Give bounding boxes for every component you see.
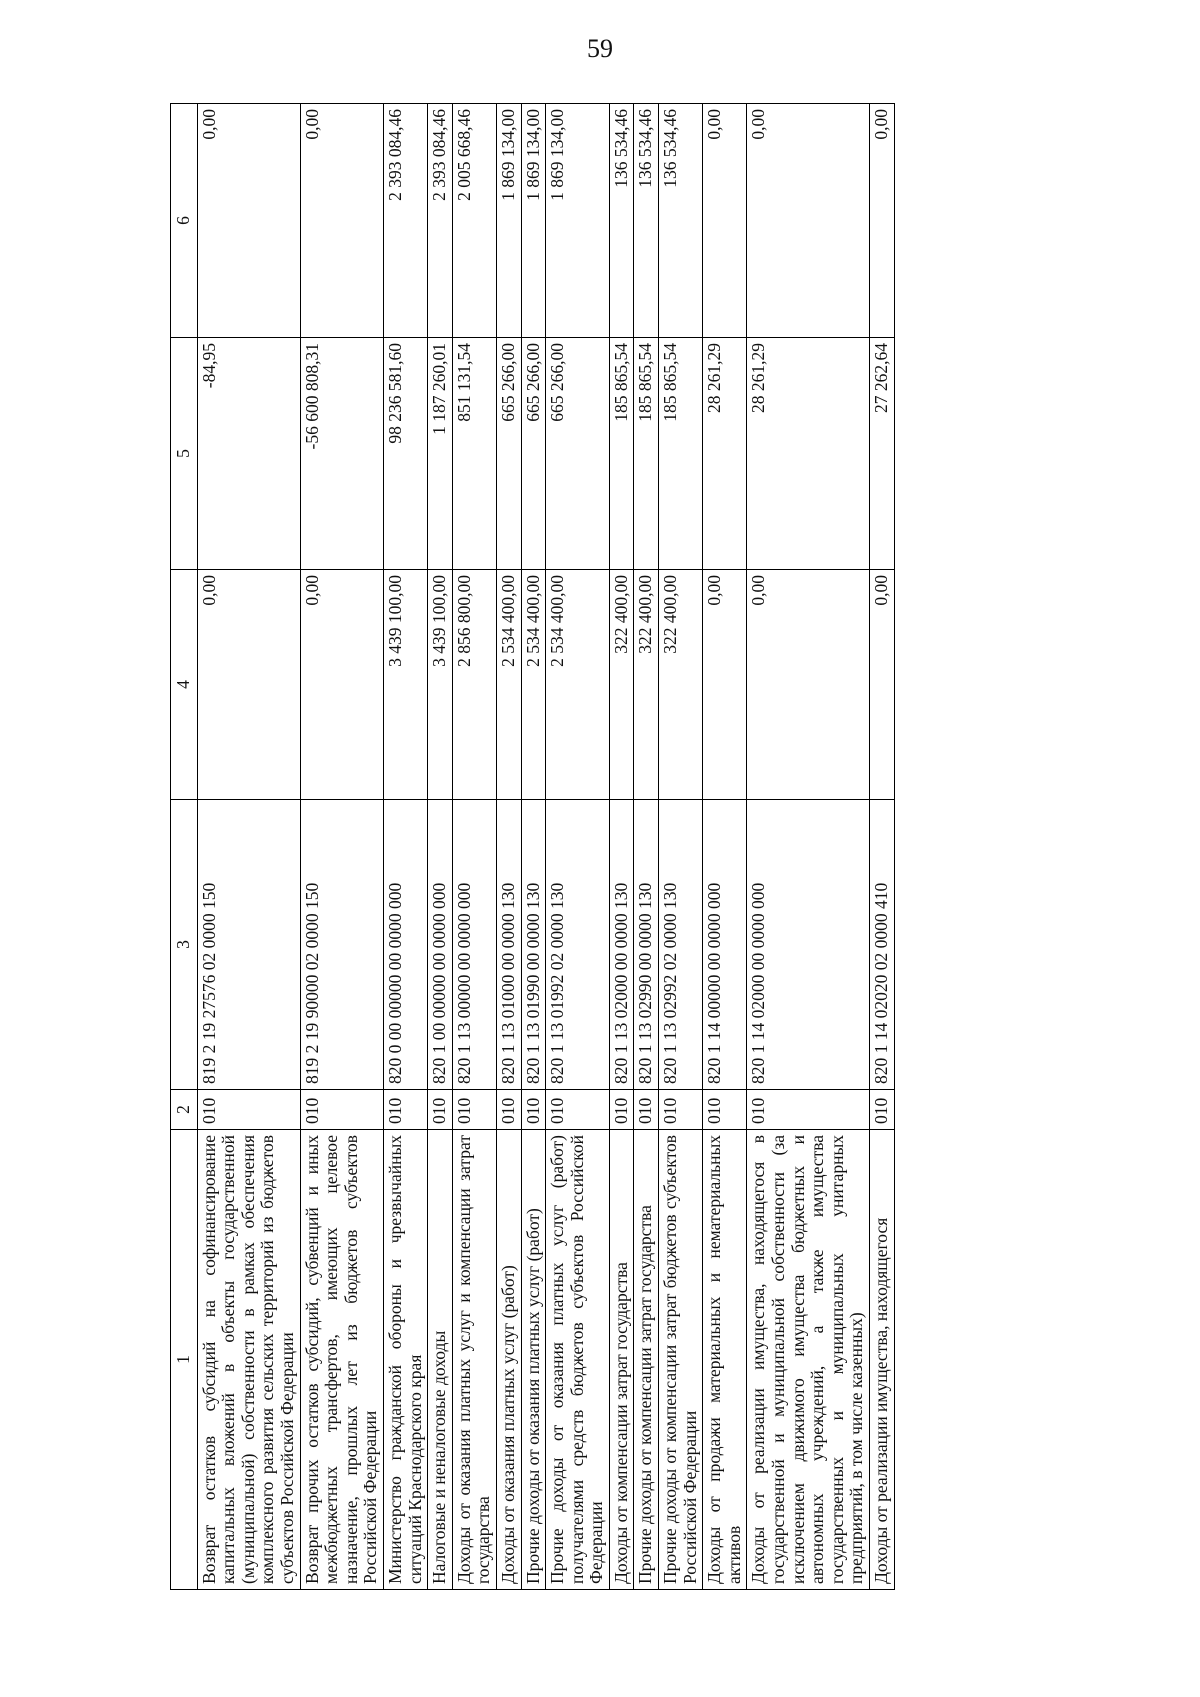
row-name: Возврат прочих остатков субсидий, субвенций и иных межбюджетных трансфертов, имеющих целевое назначение, прошлых лет из бюджетов субъектов Российской Федерации xyxy=(300,1130,383,1590)
row-line-code: 010 xyxy=(546,1090,610,1130)
row-budget-code: 820 1 13 02992 02 0000 130 xyxy=(659,800,703,1090)
table-row xyxy=(428,104,453,1590)
row-budget-code: 820 1 13 01000 00 0000 130 xyxy=(496,800,521,1090)
row-executed-amount: 665 266,00 xyxy=(546,338,610,570)
row-line-code: 010 xyxy=(383,1090,427,1130)
table-row xyxy=(452,104,496,1590)
row-line-code: 010 xyxy=(521,1090,546,1130)
row-executed-amount: 1 187 260,01 xyxy=(428,338,453,570)
table-row xyxy=(300,104,383,1590)
header-row xyxy=(171,104,198,1590)
table-row xyxy=(634,104,659,1590)
row-name: Налоговые и неналоговые доходы xyxy=(428,1130,453,1590)
row-name: Доходы от реализации имущества, находящегося в государственной и муниципальной собственности (за исключением движимого имущества бюджетных и автономных учреждений, а также имущества государственных и муниципальных унитарных предприятий, в том числе казенных) xyxy=(747,1130,870,1590)
row-name: Прочие доходы от оказания платных услуг (работ) получателями средств бюджетов субъектов Российской Федерации xyxy=(546,1130,610,1590)
row-name: Доходы от компенсации затрат государства xyxy=(609,1130,634,1590)
row-approved-amount: 322 400,00 xyxy=(634,570,659,800)
row-approved-amount: 0,00 xyxy=(870,570,895,800)
row-budget-code: 820 1 14 02020 02 0000 410 xyxy=(870,800,895,1090)
row-approved-amount: 322 400,00 xyxy=(659,570,703,800)
row-approved-amount: 2 534 400,00 xyxy=(546,570,610,800)
table-body xyxy=(197,104,894,1590)
table-row xyxy=(747,104,870,1590)
row-name: Доходы от оказания платных услуг (работ) xyxy=(496,1130,521,1590)
row-name: Доходы от оказания платных услуг и компенсации затрат государства xyxy=(452,1130,496,1590)
row-budget-code: 820 1 13 01990 00 0000 130 xyxy=(521,800,546,1090)
row-line-code: 010 xyxy=(496,1090,521,1130)
row-executed-amount: -84,95 xyxy=(197,338,300,570)
column-header-6: 6 xyxy=(171,104,198,338)
row-unexecuted-amount: 0,00 xyxy=(870,104,895,338)
row-name: Прочие доходы от компенсации затрат бюджетов субъектов Российской Федерации xyxy=(659,1130,703,1590)
row-name: Доходы от продажи материальных и нематериальных активов xyxy=(703,1130,747,1590)
row-executed-amount: 28 261,29 xyxy=(747,338,870,570)
row-executed-amount: 185 865,54 xyxy=(609,338,634,570)
row-executed-amount: 28 261,29 xyxy=(703,338,747,570)
row-line-code: 010 xyxy=(300,1090,383,1130)
page-number: 59 xyxy=(587,34,613,63)
row-unexecuted-amount: 136 534,46 xyxy=(659,104,703,338)
row-line-code: 010 xyxy=(659,1090,703,1130)
row-approved-amount: 3 439 100,00 xyxy=(383,570,427,800)
column-header-1: 1 xyxy=(171,1130,198,1590)
row-unexecuted-amount: 136 534,46 xyxy=(609,104,634,338)
row-approved-amount: 0,00 xyxy=(747,570,870,800)
row-unexecuted-amount: 0,00 xyxy=(747,104,870,338)
row-name: Доходы от реализации имущества, находящегося xyxy=(870,1130,895,1590)
row-budget-code: 820 0 00 00000 00 0000 000 xyxy=(383,800,427,1090)
row-approved-amount: 2 856 800,00 xyxy=(452,570,496,800)
row-unexecuted-amount: 2 393 084,46 xyxy=(383,104,427,338)
row-unexecuted-amount: 1 869 134,00 xyxy=(546,104,610,338)
table-row xyxy=(496,104,521,1590)
column-header-4: 4 xyxy=(171,570,198,800)
row-line-code: 010 xyxy=(452,1090,496,1130)
row-line-code: 010 xyxy=(634,1090,659,1130)
row-name: Возврат остатков субсидий на софинансирование капитальных вложений в объекты государственной (муниципальной) собственности в рамках обеспечения комплексного развития сельских территорий из бюджетов субъектов Российской Федерации xyxy=(197,1130,300,1590)
row-executed-amount: -56 600 808,31 xyxy=(300,338,383,570)
table-row xyxy=(609,104,634,1590)
row-executed-amount: 185 865,54 xyxy=(659,338,703,570)
row-unexecuted-amount: 136 534,46 xyxy=(634,104,659,338)
row-line-code: 010 xyxy=(870,1090,895,1130)
row-approved-amount: 2 534 400,00 xyxy=(521,570,546,800)
row-budget-code: 820 1 14 02000 00 0000 000 xyxy=(747,800,870,1090)
row-executed-amount: 27 262,64 xyxy=(870,338,895,570)
row-budget-code: 820 1 00 00000 00 0000 000 xyxy=(428,800,453,1090)
row-approved-amount: 0,00 xyxy=(300,570,383,800)
table-row xyxy=(197,104,300,1590)
row-unexecuted-amount: 1 869 134,00 xyxy=(496,104,521,338)
row-unexecuted-amount: 2 005 668,46 xyxy=(452,104,496,338)
revenue-table xyxy=(170,103,895,1590)
row-unexecuted-amount: 0,00 xyxy=(300,104,383,338)
table-row xyxy=(521,104,546,1590)
row-executed-amount: 665 266,00 xyxy=(521,338,546,570)
row-budget-code: 820 1 14 00000 00 0000 000 xyxy=(703,800,747,1090)
row-unexecuted-amount: 2 393 084,46 xyxy=(428,104,453,338)
row-unexecuted-amount: 0,00 xyxy=(197,104,300,338)
row-executed-amount: 851 131,54 xyxy=(452,338,496,570)
row-line-code: 010 xyxy=(609,1090,634,1130)
row-executed-amount: 665 266,00 xyxy=(496,338,521,570)
row-approved-amount: 0,00 xyxy=(703,570,747,800)
row-executed-amount: 98 236 581,60 xyxy=(383,338,427,570)
table-row xyxy=(703,104,747,1590)
row-budget-code: 819 2 19 27576 02 0000 150 xyxy=(197,800,300,1090)
row-executed-amount: 185 865,54 xyxy=(634,338,659,570)
row-line-code: 010 xyxy=(428,1090,453,1130)
row-name: Прочие доходы от компенсации затрат государства xyxy=(634,1130,659,1590)
row-budget-code: 820 1 13 01992 02 0000 130 xyxy=(546,800,610,1090)
table-row xyxy=(546,104,610,1590)
column-header-2: 2 xyxy=(171,1090,198,1130)
column-header-3: 3 xyxy=(171,800,198,1090)
table-row xyxy=(383,104,427,1590)
row-approved-amount: 2 534 400,00 xyxy=(496,570,521,800)
row-approved-amount: 3 439 100,00 xyxy=(428,570,453,800)
row-line-code: 010 xyxy=(703,1090,747,1130)
rotated-table-container xyxy=(170,104,1080,1590)
row-approved-amount: 0,00 xyxy=(197,570,300,800)
row-line-code: 010 xyxy=(197,1090,300,1130)
table-row xyxy=(659,104,703,1590)
row-unexecuted-amount: 0,00 xyxy=(703,104,747,338)
row-budget-code: 820 1 13 02990 00 0000 130 xyxy=(634,800,659,1090)
row-budget-code: 820 1 13 00000 00 0000 000 xyxy=(452,800,496,1090)
row-name: Министерство гражданской обороны и чрезвычайных ситуаций Краснодарского края xyxy=(383,1130,427,1590)
row-budget-code: 819 2 19 90000 02 0000 150 xyxy=(300,800,383,1090)
table-row xyxy=(870,104,895,1590)
row-budget-code: 820 1 13 02000 00 0000 130 xyxy=(609,800,634,1090)
column-header-5: 5 xyxy=(171,338,198,570)
row-approved-amount: 322 400,00 xyxy=(609,570,634,800)
row-line-code: 010 xyxy=(747,1090,870,1130)
row-unexecuted-amount: 1 869 134,00 xyxy=(521,104,546,338)
row-name: Прочие доходы от оказания платных услуг (работ) xyxy=(521,1130,546,1590)
